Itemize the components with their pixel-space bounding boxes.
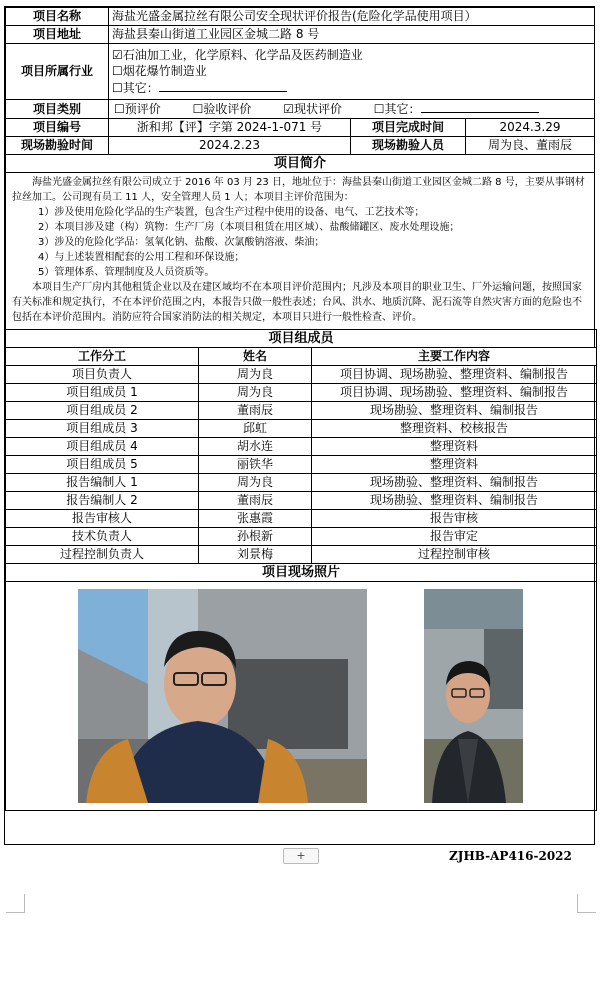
team-table: [5, 329, 597, 811]
project-name-label: 项目名称: [6, 8, 109, 26]
survey-time-value: 2024.2.23: [109, 137, 351, 155]
team-role: 报告审核人: [6, 510, 199, 528]
table-row: [6, 474, 597, 492]
industry-other-blank: [159, 79, 287, 92]
table-row: [6, 492, 597, 510]
type-option-acceptance: ☐验收评价: [192, 102, 252, 116]
table-row: [6, 384, 597, 402]
team-member-name: 周为良: [199, 366, 312, 384]
team-role: 报告编制人 2: [6, 492, 199, 510]
type-option-pre: ☐预评价: [114, 102, 161, 116]
team-work: 整理资料、校核报告: [312, 420, 597, 438]
team-work: 现场勘验、整理资料、编制报告: [312, 402, 597, 420]
photos-cell: [6, 582, 597, 811]
project-info-table: [5, 7, 595, 330]
team-work: 项目协调、现场勘验、整理资料、编制报告: [312, 384, 597, 402]
project-address-value: 海盐县秦山街道工业园区金城二路 8 号: [109, 26, 595, 44]
team-role: 项目组成员 3: [6, 420, 199, 438]
intro-item: 2）本项目涉及建（构）筑物：生产厂房（本项目租赁在用区域）、盐酸储罐区、废水处理设施；: [38, 222, 460, 233]
team-member-name: 周为良: [199, 474, 312, 492]
table-row: [6, 456, 597, 474]
team-header-work: 主要工作内容: [312, 348, 597, 366]
intro-body: [6, 173, 595, 330]
project-code-label: 项目编号: [6, 119, 109, 137]
team-role: 技术负责人: [6, 528, 199, 546]
table-row: [6, 528, 597, 546]
project-name-value: 海盐光盛金属拉丝有限公司安全现状评价报告(危险化学品使用项目）: [109, 8, 595, 26]
team-work: 报告审核: [312, 510, 597, 528]
intro-title: 项目简介: [6, 155, 595, 173]
survey-people-label: 现场勘验人员: [351, 137, 466, 155]
crop-mark-left: [6, 894, 25, 913]
team-role: 项目组成员 4: [6, 438, 199, 456]
industry-options: [109, 44, 595, 100]
team-role: 项目组成员 2: [6, 402, 199, 420]
team-member-name: 张惠霞: [199, 510, 312, 528]
team-work: 整理资料: [312, 456, 597, 474]
type-option-other: ☐其它：: [373, 102, 421, 116]
team-header-name: 姓名: [199, 348, 312, 366]
completion-time-value: 2024.3.29: [466, 119, 595, 137]
add-page-button[interactable]: +: [283, 848, 319, 864]
photos-title: 项目现场照片: [6, 564, 597, 582]
team-work: 报告审定: [312, 528, 597, 546]
intro-item: 4）与上述装置相配套的公用工程和环保设施；: [38, 252, 245, 263]
site-photo-1: [78, 589, 367, 803]
project-type-options: [109, 100, 595, 119]
team-role: 报告编制人 1: [6, 474, 199, 492]
team-member-name: 丽铁华: [199, 456, 312, 474]
intro-item: 5）管理体系、管理制度及人员资质等。: [38, 267, 215, 278]
team-role: 项目组成员 1: [6, 384, 199, 402]
table-row: [6, 366, 597, 384]
team-role: 项目负责人: [6, 366, 199, 384]
project-code-value: 浙和邦【评】字第 2024-1-071 号: [109, 119, 351, 137]
crop-mark-right: [577, 894, 596, 913]
table-row: [6, 510, 597, 528]
table-row: [6, 402, 597, 420]
team-member-name: 胡水连: [199, 438, 312, 456]
team-role: 过程控制负责人: [6, 546, 199, 564]
team-header-role: 工作分工: [6, 348, 199, 366]
team-member-name: 董雨辰: [199, 492, 312, 510]
intro-paragraph-2: 本项目生产厂房内其他租赁企业以及在建区域均不在本项目评价范围内；凡涉及本项目的职业卫生、厂外运输问题，按照国家有关标准和规定执行，不在本评价范围之内，本报告只做一般性表述；台风、洪水、地质沉降、泥石流等自然灾害方面的危险也不包括在本评价范围内。消防应符合国家消防法的相关规定，本项目只进行一般性检查、评价。: [12, 282, 582, 323]
team-member-name: 刘景梅: [199, 546, 312, 564]
team-member-name: 邱虹: [199, 420, 312, 438]
team-member-name: 周为良: [199, 384, 312, 402]
team-role: 项目组成员 5: [6, 456, 199, 474]
industry-option-fireworks: ☐烟花爆竹制造业: [112, 64, 207, 78]
team-work: 现场勘验、整理资料、编制报告: [312, 492, 597, 510]
industry-option-other: ☐其它：: [112, 81, 159, 95]
industry-option-chemical: ☑石油加工业，化学原料、化学品及医药制造业: [112, 48, 363, 62]
team-work: 现场勘验、整理资料、编制报告: [312, 474, 597, 492]
table-row: [6, 546, 597, 564]
team-work: 整理资料: [312, 438, 597, 456]
industry-label: 项目所属行业: [6, 44, 109, 100]
type-option-status: ☑现状评价: [283, 102, 342, 116]
project-address-label: 项目地址: [6, 26, 109, 44]
team-title: 项目组成员: [6, 330, 597, 348]
type-other-blank: [421, 100, 539, 113]
report-sheet: [4, 6, 595, 845]
table-row: [6, 420, 597, 438]
team-work: 项目协调、现场勘验、整理资料、编制报告: [312, 366, 597, 384]
table-row: [6, 438, 597, 456]
intro-item: 1）涉及使用危险化学品的生产装置，包含生产过程中使用的设备、电气、工艺技术等；: [38, 207, 425, 218]
team-work: 过程控制审核: [312, 546, 597, 564]
survey-people-value: 周为良、董雨辰: [466, 137, 595, 155]
survey-time-label: 现场勘验时间: [6, 137, 109, 155]
team-member-name: 董雨辰: [199, 402, 312, 420]
site-photo-2: [424, 589, 523, 803]
document-code: ZJHB-AP416-2022: [449, 849, 572, 863]
team-member-name: 孙根新: [199, 528, 312, 546]
project-type-label: 项目类别: [6, 100, 109, 119]
completion-time-label: 项目完成时间: [351, 119, 466, 137]
intro-paragraph-1: 海盐光盛金属拉丝有限公司成立于 2016 年 03 月 23 日，地址位于：海盐县秦山街道工业园区金城二路 8 号，主要从事钢材拉丝加工。公司现有员工 11 人，安全管理人员 1 人；本项目主评价范围为：: [12, 177, 585, 203]
intro-item: 3）涉及的危险化学品：氢氧化钠、盐酸、次氯酸钠溶液、柴油；: [38, 237, 325, 248]
